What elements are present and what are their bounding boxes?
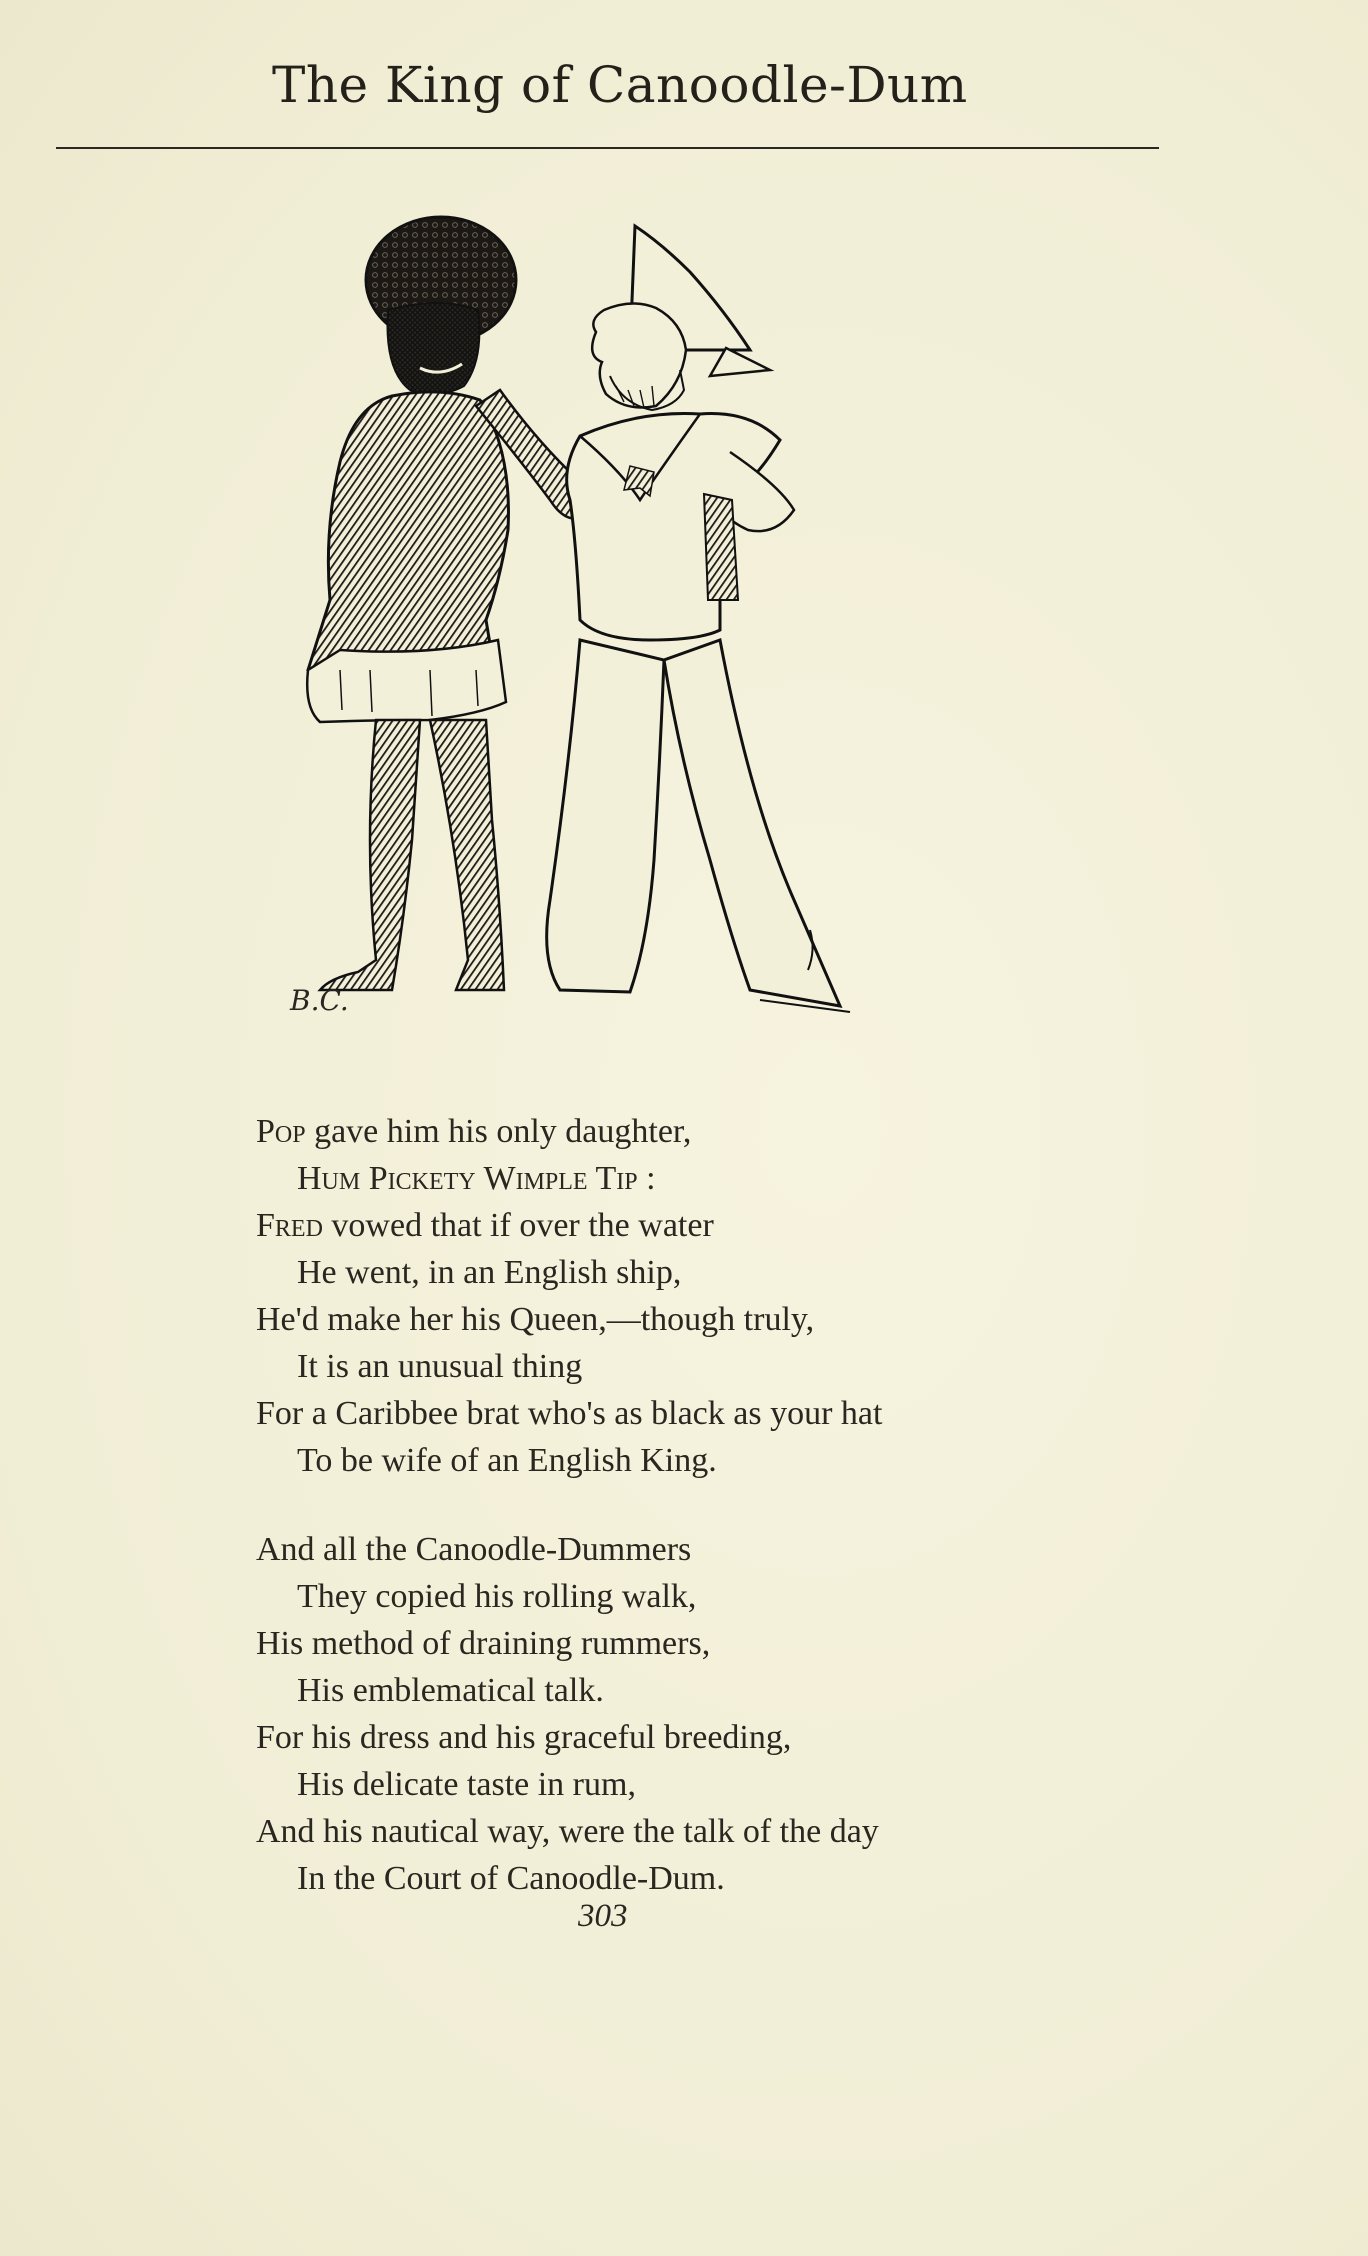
header-rule: [56, 147, 1159, 149]
running-title: The King of Canoodle-Dum: [272, 56, 968, 114]
poem-line: For his dress and his graceful breeding,: [256, 1719, 792, 1756]
poem-line: They copied his rolling walk,: [297, 1578, 697, 1615]
poem-line: He went, in an English ship,: [297, 1254, 682, 1291]
poem-line: His delicate taste in rum,: [297, 1766, 636, 1803]
line-text: vowed that if over the water: [322, 1207, 714, 1244]
poem-line: And all the Canoodle-Dummers: [256, 1531, 692, 1568]
woman-figure: [307, 217, 587, 990]
poem: [256, 1108, 1156, 1944]
small-caps-name: Pop: [256, 1113, 306, 1150]
poem-line: And his nautical way, were the talk of the day: [256, 1813, 879, 1850]
small-caps-name: Hum Pickety Wimple Tip: [297, 1160, 638, 1197]
line-text: gave him his only daughter,: [305, 1113, 692, 1150]
sailor-figure: [547, 226, 850, 1012]
poem-line: [256, 1155, 1156, 1202]
poem-line: In the Court of Canoodle-Dum.: [297, 1860, 725, 1897]
poem-line: It is an unusual thing: [297, 1348, 583, 1385]
line-text: :: [637, 1160, 656, 1197]
poem-line: His emblematical talk.: [297, 1672, 604, 1709]
couple-illustration: [280, 200, 880, 1060]
poem-line: His method of draining rummers,: [256, 1625, 711, 1662]
poem-line: [256, 1202, 1156, 1249]
stanza-2: [256, 1526, 1156, 1902]
small-caps-name: Fred: [256, 1207, 323, 1244]
page-number: 303: [578, 1898, 628, 1934]
poem-line: [256, 1108, 1156, 1155]
poem-line: For a Caribbee brat who's as black as your hat: [256, 1395, 883, 1432]
stanza-1: [256, 1108, 1156, 1484]
artist-signature: B.C.: [290, 984, 349, 1017]
poem-line: He'd make her his Queen,—though truly,: [256, 1301, 815, 1338]
poem-line: To be wife of an English King.: [297, 1442, 717, 1479]
